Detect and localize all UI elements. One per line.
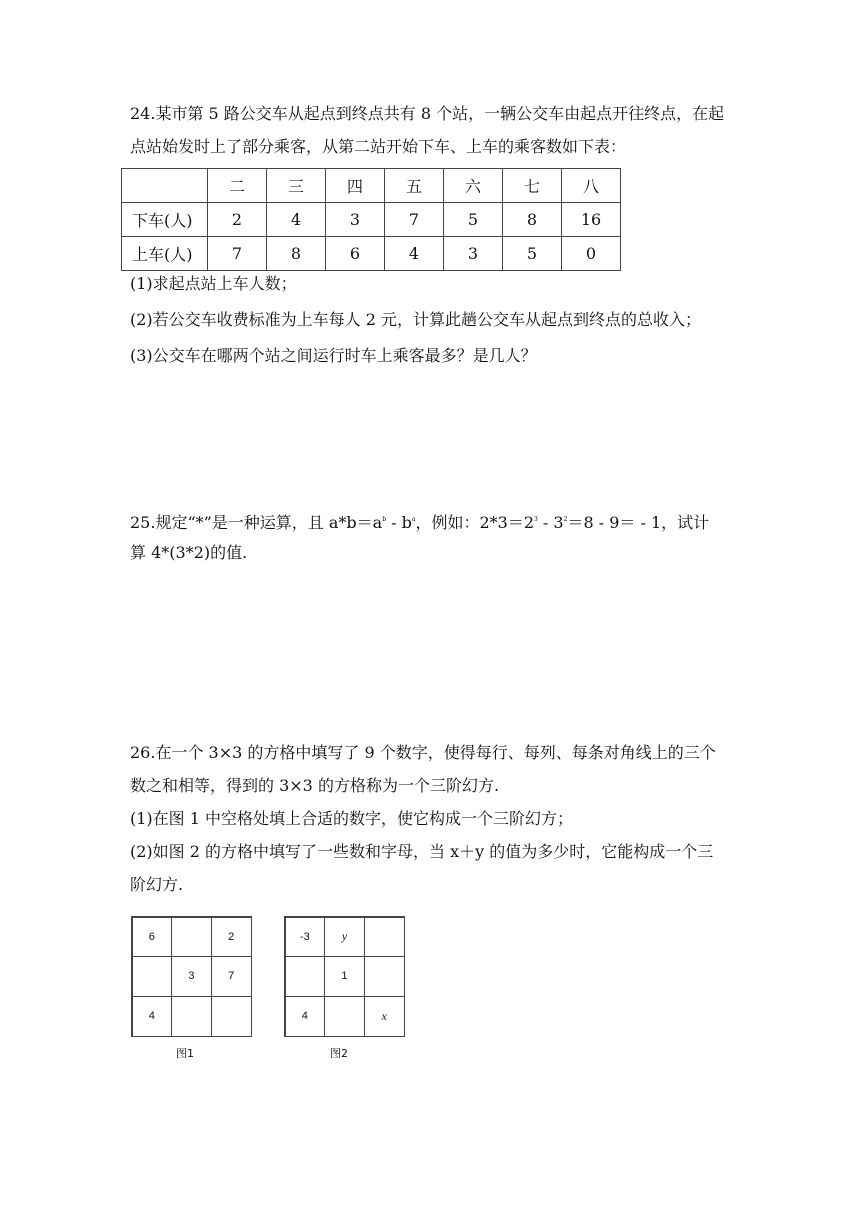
q26-sub-1: (1)在图 1 中空格处填上合适的数字，使它构成一个三阶幻方； — [130, 809, 574, 828]
magic-square-figure-1 — [131, 916, 252, 1037]
grid-cell: 1 — [324, 956, 365, 997]
grid-cell: 6 — [132, 917, 173, 958]
table-cell: 6 — [326, 237, 385, 271]
grid-cell — [132, 956, 173, 997]
table-cell: 0 — [562, 237, 621, 271]
table-cell: 下车(人) — [122, 203, 208, 237]
table-cell: 七 — [503, 169, 562, 203]
grid-cell — [324, 996, 365, 1037]
table-row-board — [122, 237, 621, 271]
exponent: 2 — [563, 516, 568, 523]
table-cell: 5 — [444, 203, 503, 237]
q25-text: ＝8 - 9＝ - 1，试计 — [567, 513, 710, 532]
exponent: a — [411, 516, 416, 523]
grid-cell — [285, 956, 326, 997]
table-cell: 三 — [267, 169, 326, 203]
table-cell: 四 — [326, 169, 385, 203]
table-cell: 5 — [503, 237, 562, 271]
q25-line-2: 算 4*(3*2)的值. — [130, 543, 248, 562]
table-cell: 7 — [385, 203, 444, 237]
grid-cell: 7 — [211, 956, 252, 997]
magic-square-figure-2 — [284, 916, 405, 1037]
table-cell: 4 — [385, 237, 444, 271]
q26-sub-3: 阶幻方. — [130, 875, 184, 894]
exponent: 3 — [534, 516, 538, 523]
q24-line-2: 点站始发时上了部分乘客，从第二站开始下车、上车的乘客数如下表： — [130, 137, 627, 156]
table-cell: 上车(人) — [122, 237, 208, 271]
exponent: b — [382, 516, 387, 523]
grid-cell — [171, 996, 212, 1037]
q25-line-1 — [130, 508, 709, 535]
q25-text: - 3 — [537, 513, 564, 532]
table-cell: 八 — [562, 169, 621, 203]
q24-sub-2: (2)若公交车收费标准为上车每人 2 元，计算此趟公交车从起点到终点的总收入； — [130, 310, 702, 329]
table-cell: 二 — [208, 169, 267, 203]
figure-1-caption: 图1 — [176, 1047, 194, 1060]
table-cell: 3 — [326, 203, 385, 237]
table-cell — [122, 169, 208, 203]
table-row-alight — [122, 203, 621, 237]
table-cell: 五 — [385, 169, 444, 203]
q25-text: - b — [386, 513, 412, 532]
grid-cell — [211, 996, 252, 1037]
grid-cell: 3 — [171, 956, 212, 997]
grid-cell — [364, 917, 405, 958]
grid-cell — [171, 917, 212, 958]
grid-cell: x — [364, 996, 405, 1037]
table-cell: 2 — [208, 203, 267, 237]
grid-cell: 2 — [211, 917, 252, 958]
q24-sub-1: (1)求起点站上车人数； — [130, 274, 297, 293]
q25-text: 25.规定“*”是一种运算，且 a*b＝a — [130, 513, 383, 532]
bus-passenger-table — [121, 168, 621, 271]
q26-sub-2: (2)如图 2 的方格中填写了一些数和字母，当 x＋y 的值为多少时，它能构成一个三 — [130, 842, 714, 861]
figure-2-caption: 图2 — [330, 1047, 348, 1060]
q24-line-1: 24.某市第 5 路公交车从起点到终点共有 8 个站，一辆公交车由起点开往终点，在起 — [130, 104, 725, 123]
grid-cell: y — [324, 917, 365, 958]
grid-cell: -3 — [285, 917, 326, 958]
table-cell: 六 — [444, 169, 503, 203]
table-cell: 8 — [267, 237, 326, 271]
table-cell: 4 — [267, 203, 326, 237]
grid-cell — [364, 956, 405, 997]
q26-line-2: 数之和相等，得到的 3×3 的方格称为一个三阶幻方. — [130, 776, 500, 795]
grid-cell: 4 — [285, 996, 326, 1037]
q24-sub-3: (3)公交车在哪两个站之间运行时车上乘客最多？是几人？ — [130, 346, 537, 365]
table-cell: 8 — [503, 203, 562, 237]
q25-text: ，例如：2*3＝2 — [415, 513, 535, 532]
table-cell: 16 — [562, 203, 621, 237]
q26-line-1: 26.在一个 3×3 的方格中填写了 9 个数字，使得每行、每列、每条对角线上的三个 — [130, 743, 716, 762]
grid-cell: 4 — [132, 996, 173, 1037]
table-cell: 3 — [444, 237, 503, 271]
table-header-row — [122, 169, 621, 203]
table-cell: 7 — [208, 237, 267, 271]
